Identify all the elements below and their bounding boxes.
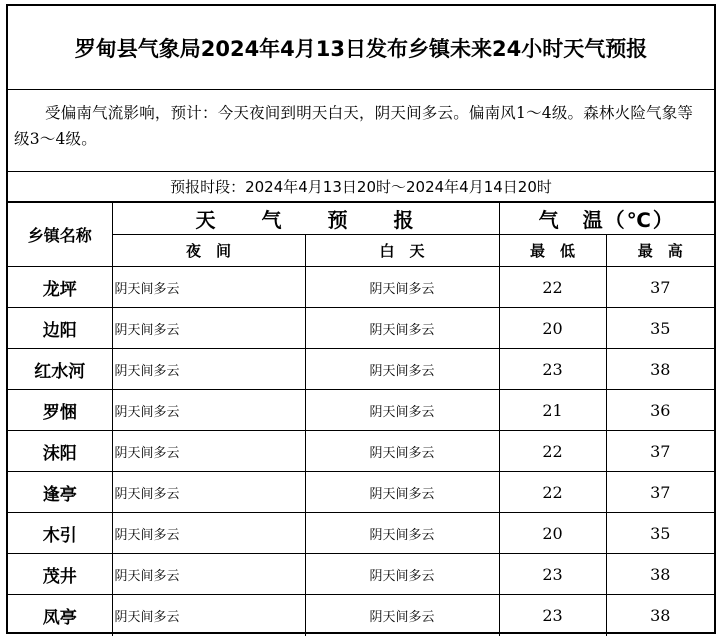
table-row xyxy=(8,595,714,636)
day-weather-cell: 阴天间多云 xyxy=(305,349,499,390)
town-name-cell: 茂井 xyxy=(8,554,112,595)
page-title: 罗甸县气象局2024年4月13日发布乡镇未来24小时天气预报 xyxy=(8,6,714,90)
table-row xyxy=(8,554,714,595)
table-row xyxy=(8,513,714,554)
forecast-sheet xyxy=(6,4,716,634)
min-temp-cell: 23 xyxy=(499,595,606,636)
header-weather-forecast: 天 气 预 报 xyxy=(112,203,499,235)
max-temp-cell: 36 xyxy=(606,390,714,431)
header-day: 白 天 xyxy=(305,235,499,267)
min-temp-cell: 20 xyxy=(499,513,606,554)
max-temp-cell: 35 xyxy=(606,308,714,349)
night-weather-cell: 阴天间多云 xyxy=(112,472,305,513)
table-row xyxy=(8,267,714,308)
max-temp-cell: 37 xyxy=(606,267,714,308)
day-weather-cell: 阴天间多云 xyxy=(305,431,499,472)
max-temp-cell: 35 xyxy=(606,513,714,554)
town-name-cell: 木引 xyxy=(8,513,112,554)
town-name-cell: 边阳 xyxy=(8,308,112,349)
max-temp-cell: 38 xyxy=(606,554,714,595)
header-temperature: 气 温（℃） xyxy=(499,203,714,235)
table-row xyxy=(8,390,714,431)
header-night: 夜 间 xyxy=(112,235,305,267)
max-temp-cell: 37 xyxy=(606,472,714,513)
min-temp-cell: 23 xyxy=(499,349,606,390)
town-name-cell: 龙坪 xyxy=(8,267,112,308)
town-name-cell: 沫阳 xyxy=(8,431,112,472)
forecast-period: 预报时段：2024年4月13日20时～2024年4月14日20时 xyxy=(8,172,714,202)
table-row xyxy=(8,472,714,513)
min-temp-cell: 22 xyxy=(499,472,606,513)
table-row xyxy=(8,349,714,390)
day-weather-cell: 阴天间多云 xyxy=(305,390,499,431)
day-weather-cell: 阴天间多云 xyxy=(305,267,499,308)
max-temp-cell: 38 xyxy=(606,349,714,390)
min-temp-cell: 22 xyxy=(499,431,606,472)
day-weather-cell: 阴天间多云 xyxy=(305,308,499,349)
header-min-temp: 最 低 xyxy=(499,235,606,267)
night-weather-cell: 阴天间多云 xyxy=(112,431,305,472)
day-weather-cell: 阴天间多云 xyxy=(305,472,499,513)
night-weather-cell: 阴天间多云 xyxy=(112,554,305,595)
min-temp-cell: 23 xyxy=(499,554,606,595)
table-row xyxy=(8,308,714,349)
night-weather-cell: 阴天间多云 xyxy=(112,308,305,349)
day-weather-cell: 阴天间多云 xyxy=(305,513,499,554)
forecast-table xyxy=(8,202,714,636)
table-row xyxy=(8,431,714,472)
night-weather-cell: 阴天间多云 xyxy=(112,595,305,636)
forecast-summary: 受偏南气流影响，预计：今天夜间到明天白天，阴天间多云。偏南风1～4级。森林火险气象等级3～4级。 xyxy=(8,90,714,172)
min-temp-cell: 22 xyxy=(499,267,606,308)
max-temp-cell: 38 xyxy=(606,595,714,636)
night-weather-cell: 阴天间多云 xyxy=(112,267,305,308)
night-weather-cell: 阴天间多云 xyxy=(112,349,305,390)
min-temp-cell: 21 xyxy=(499,390,606,431)
town-name-cell: 凤亭 xyxy=(8,595,112,636)
night-weather-cell: 阴天间多云 xyxy=(112,513,305,554)
header-town-name: 乡镇名称 xyxy=(8,203,112,267)
max-temp-cell: 37 xyxy=(606,431,714,472)
town-name-cell: 逢亭 xyxy=(8,472,112,513)
header-max-temp: 最 高 xyxy=(606,235,714,267)
day-weather-cell: 阴天间多云 xyxy=(305,595,499,636)
min-temp-cell: 20 xyxy=(499,308,606,349)
day-weather-cell: 阴天间多云 xyxy=(305,554,499,595)
town-name-cell: 罗悃 xyxy=(8,390,112,431)
night-weather-cell: 阴天间多云 xyxy=(112,390,305,431)
town-name-cell: 红水河 xyxy=(8,349,112,390)
